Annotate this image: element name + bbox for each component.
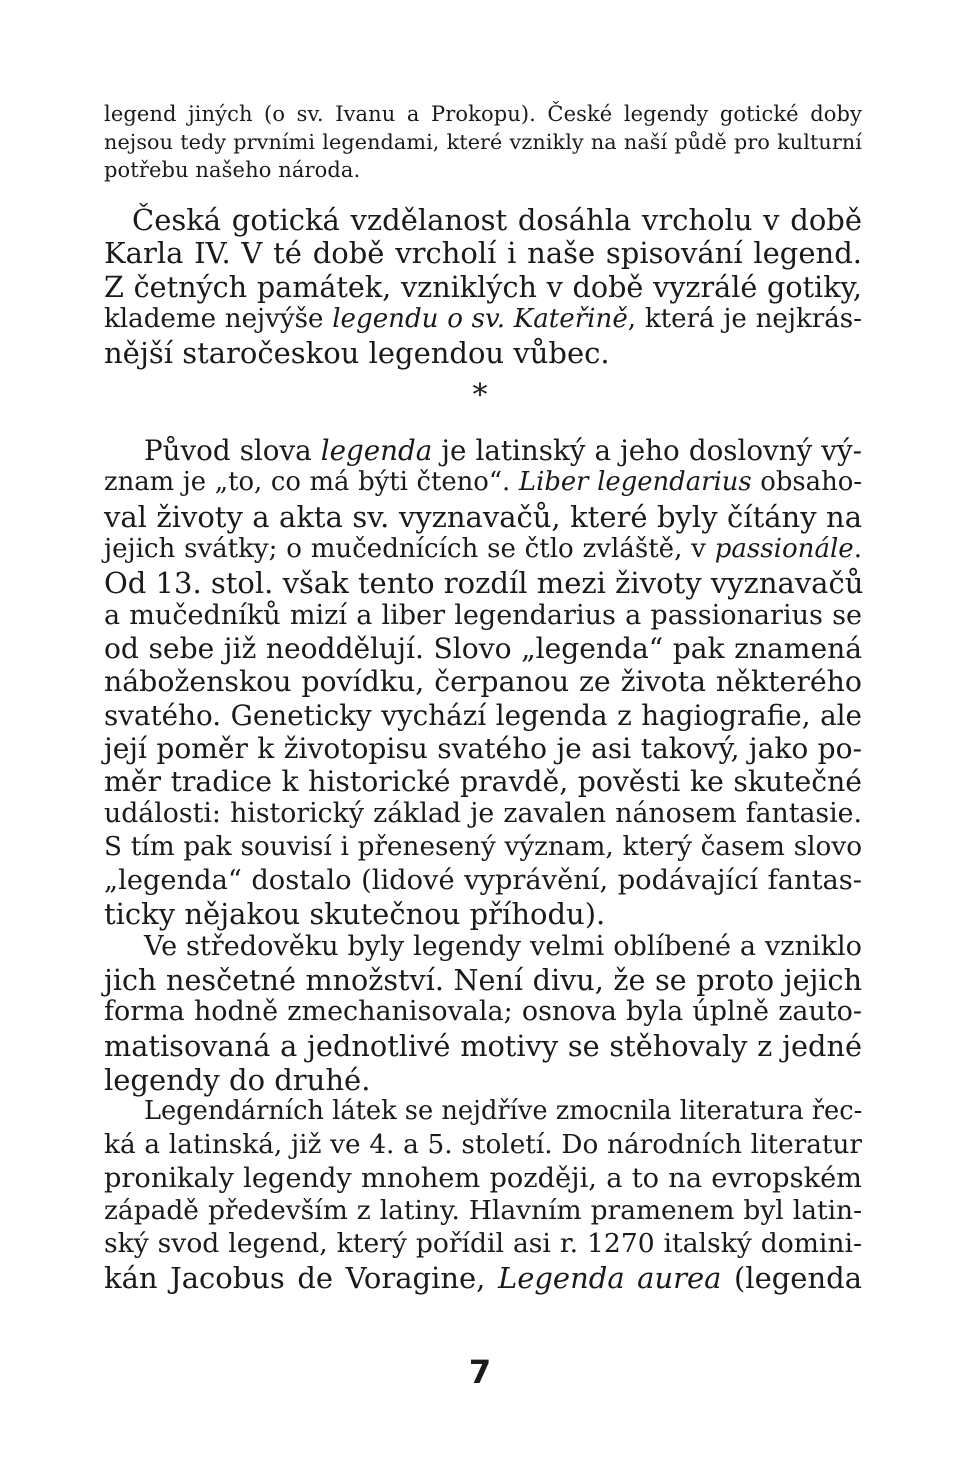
text-line: legendy do druhé. [104,1063,371,1097]
text-line: její poměr k životopisu svatého je asi takový, jako po- [104,732,862,765]
text-line [104,434,862,467]
text-run: kán Jacobus de Voragine, [104,1261,498,1295]
text-line: svatého. Geneticky vychází legenda z hagiografie, ale [104,699,862,732]
italic-title: legendu o sv. Kateřině [332,304,628,334]
italic-term: Liber legendarius [518,467,752,497]
text-line: ský svod legend, který pořídil asi r. 1270 italský domini- [104,1228,862,1259]
text-line: val životy a akta sv. vyznavačů, které byly čítány na [104,500,862,534]
text-run: obsaho- [751,467,863,497]
text-line [104,1261,862,1295]
text-line: S tím pak souvisí i přenesený význam, který časem slovo [104,832,862,862]
text-run: , která je nejkrás- [627,304,863,334]
text-line: Legendárních látek se nejdříve zmocnila literatura řec- [144,1096,863,1126]
text-line: „legenda“ dostalo (lidové vyprávění, podávající fantas- [104,865,862,896]
text-line: pronikaly legendy mnohem později, a to na evropském [104,1163,862,1194]
text-line: ká a latinská, již ve 4. a 5. století. Do národních literatur [104,1130,862,1160]
text-line: Karla IV. V té době vrcholí i naše spisování legend. [104,236,862,270]
text-run: znam je „to, co má býti čteno“. [104,467,519,497]
page-number: 7 [468,1353,492,1391]
text-run: . [853,534,862,564]
text-line [104,536,862,562]
text-line: Z četných památek, vzniklých v době vyzrálé gotiky, [104,270,862,304]
text-line: legend jiných (o sv. Ivanu a Prokopu). České legendy gotické doby [104,102,862,126]
text-line: matisovaná a jednotlivé motivy se stěhovaly z jedné [104,1029,862,1063]
text-line: jich nesčetné množství. Není divu, že se proto jejich [104,963,862,997]
text-run: Původ slova [144,434,321,467]
text-line: měr tradice k historické pravdě, pověsti ke skutečné [104,765,862,798]
text-line: forma hodně zmechanisovala; osnova byla úplně zauto- [104,996,862,1027]
text-line: Česká gotická vzdělanost dosáhla vrcholu v době [132,203,862,237]
text-line: západě především z latiny. Hlavním pramenem byl latin- [104,1195,862,1226]
text-line: ticky nějakou skutečnou příhodu). [104,897,606,931]
italic-term: passionále [714,534,854,564]
text-run: klademe nejvýše [104,304,333,334]
text-line: potřebu našeho národa. [104,158,361,182]
text-line: nejsou tedy prvními legendami, které vznikly na naší půdě pro kulturní [104,130,862,154]
italic-term: legenda [320,434,433,467]
text-line: a mučedníků mizí a liber legendarius a passionarius se [104,600,862,631]
text-line: události: historický základ je zavalen nánosem fantasie. [104,798,862,829]
text-line [104,306,862,332]
text-line: od sebe již neoddělují. Slovo „legenda“ pak znamená [104,632,862,665]
text-line: náboženskou povídku, čerpanou ze života některého [104,665,862,698]
text-run: je latinský a jeho doslovný vý- [432,434,862,467]
text-line [104,467,863,497]
text-line: nější staročeskou legendou vůbec. [104,336,610,370]
text-run: (legenda [721,1261,862,1295]
text-run: jejich svátky; o mučednících se čtlo zvláště, v [104,534,715,564]
text-line: Ve středověku byly legendy velmi oblíbené a vzniklo [144,931,862,962]
italic-title: Legenda aurea [497,1261,722,1295]
text-line: Od 13. stol. však tento rozdíl mezi životy vyznavačů [104,566,864,600]
section-separator: * [472,378,488,413]
